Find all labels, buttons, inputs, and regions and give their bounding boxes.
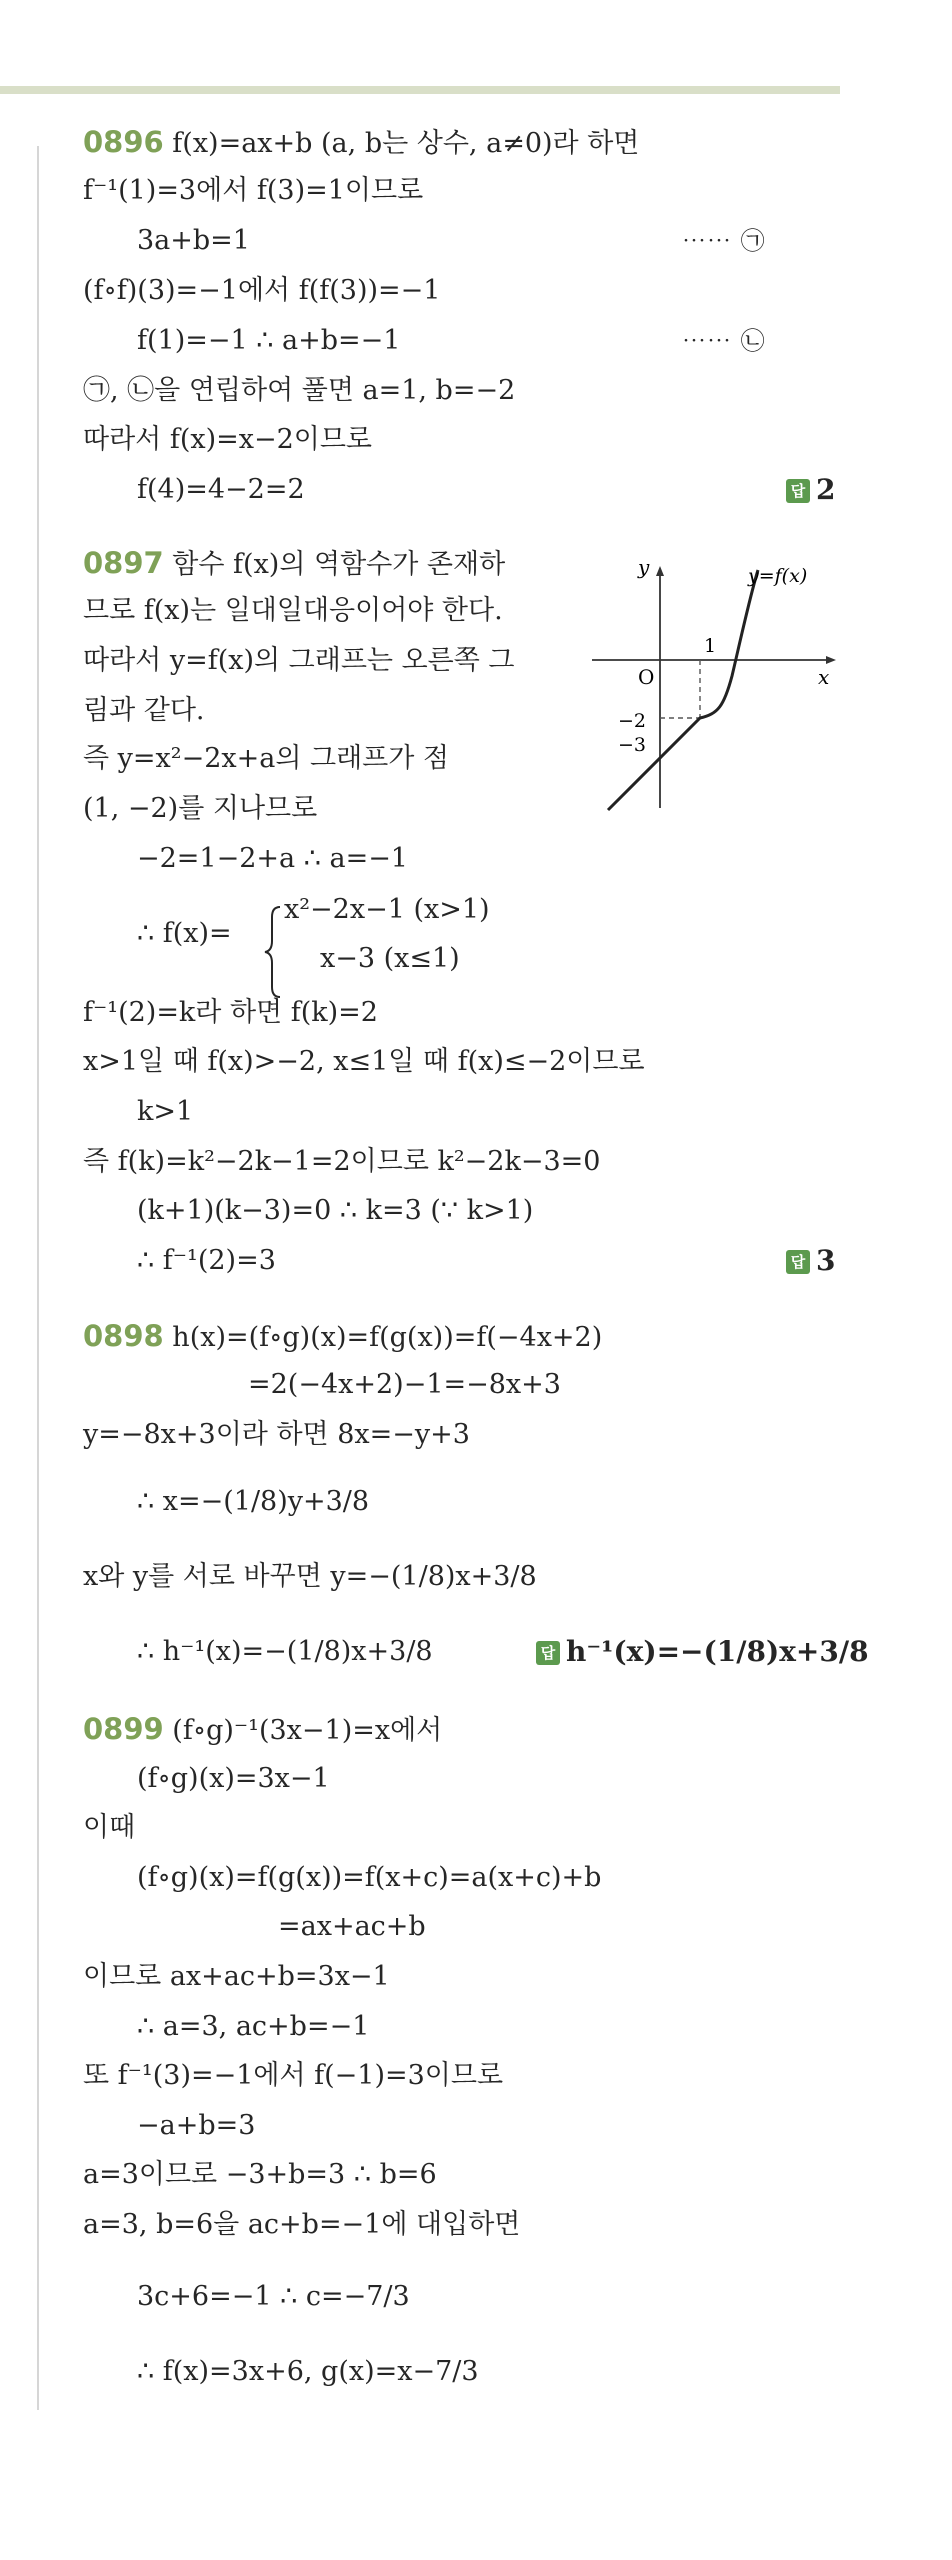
line-text: 3c+6=−1 ∴ c=−7/3 [137, 2281, 410, 2312]
answer [786, 473, 835, 507]
solution-line [137, 1095, 193, 1129]
line-text: 또 f⁻¹(3)=−1에서 f(−1)=3이므로 [83, 2060, 504, 2091]
line-text: a=3, b=6을 ac+b=−1에 대입하면 [83, 2209, 521, 2240]
line-text: f(4)=4−2=2 [137, 474, 305, 505]
line-text: (k+1)(k−3)=0 ∴ k=3 (∵ k>1) [137, 1195, 534, 1226]
line-text: h(x)=(f∘g)(x)=f(g(x))=f(−4x+2) [163, 1322, 603, 1353]
line-text: (1, −2)를 지나므로 [83, 793, 318, 824]
solution-line [83, 274, 440, 308]
line-text: x와 y를 서로 바꾸면 y=−(1/8)x+3/8 [83, 1561, 537, 1592]
top-divider-bar [0, 86, 840, 94]
solution-line [83, 546, 505, 582]
solution-line [137, 1244, 276, 1278]
solution-line [137, 1861, 601, 1895]
solution-line [137, 1762, 330, 1796]
solution-line [137, 2109, 255, 2143]
line-text: f(1)=−1 ∴ a+b=−1 [137, 325, 401, 356]
solution-line [83, 1145, 600, 1179]
line-text: ㉠, ㉡을 연립하여 풀면 a=1, b=−2 [83, 375, 516, 406]
line-text: ∴ f(x)= [137, 918, 232, 949]
solution-line [83, 1045, 645, 1079]
solution-line [137, 2280, 410, 2314]
solution-line [137, 2355, 479, 2389]
line-text: x>1일 때 f(x)>−2, x≤1일 때 f(x)≤−2이므로 [83, 1046, 645, 1077]
answer-badge-icon: 답 [536, 1641, 560, 1665]
line-text: f(x)=ax+b (a, b는 상수, a≠0)라 하면 [163, 128, 640, 159]
solution-line [137, 324, 400, 358]
line-text: 림과 같다. [83, 695, 205, 726]
answer-value: 3 [816, 1244, 836, 1277]
piecewise-brace [263, 905, 283, 999]
solution-line [83, 694, 205, 728]
y-tick-neg3: −3 [618, 734, 647, 756]
line-text: (f∘f)(3)=−1에서 f(f(3))=−1 [83, 275, 441, 306]
line-text: =2(−4x+2)−1=−8x+3 [248, 1369, 561, 1400]
line-text: 즉 f(k)=k²−2k−1=2이므로 k²−2k−3=0 [83, 1146, 601, 1177]
solution-line [284, 893, 490, 927]
x-axis-label: x [818, 665, 830, 689]
equation-marker: ⋯⋯ ㉠ [682, 227, 766, 255]
line-text: −a+b=3 [137, 2110, 256, 2141]
line-text: (f∘g)(x)=3x−1 [137, 1763, 330, 1794]
equation-marker: ⋯⋯ ㉡ [682, 327, 766, 355]
line-text: 이므로 ax+ac+b=3x−1 [83, 1961, 390, 1992]
solution-line [83, 742, 449, 776]
line-text: ∴ a=3, ac+b=−1 [137, 2011, 370, 2042]
origin-label: O [638, 665, 655, 689]
line-text: ∴ x=−(1/8)y+3/8 [137, 1486, 370, 1517]
line-text: ∴ f⁻¹(2)=3 [137, 1245, 276, 1276]
problem-number: 0898 [83, 1319, 164, 1353]
line-text: =ax+ac+b [278, 1911, 426, 1942]
problem-number: 0897 [83, 546, 164, 580]
line-text: −2=1−2+a ∴ a=−1 [137, 843, 408, 874]
line-text: ∴ f(x)=3x+6, g(x)=x−7/3 [137, 2356, 479, 2387]
line-text: f⁻¹(1)=3에서 f(3)=1이므로 [83, 175, 424, 206]
curve-y-f-x [608, 570, 758, 810]
solution-line [83, 174, 423, 208]
solution-line [83, 1418, 470, 1452]
solution-line [83, 594, 503, 628]
solution-line [83, 2059, 503, 2093]
solution-line [137, 917, 232, 951]
line-text: 이때 [83, 1812, 136, 1843]
solution-line [83, 1712, 442, 1748]
left-margin-rule [37, 146, 39, 2410]
solution-line [83, 374, 515, 408]
answer-value: h⁻¹(x)=−(1/8)x+3/8 [566, 1635, 869, 1668]
solution-line [83, 1811, 135, 1845]
solution-line [137, 1635, 433, 1669]
problem-number: 0899 [83, 1712, 164, 1746]
line-text: k>1 [137, 1096, 194, 1127]
solution-line [83, 644, 514, 678]
curve-label: y=f(x) [748, 565, 808, 587]
answer [536, 1635, 869, 1669]
solution-line [83, 1560, 537, 1594]
line-text: x²−2x−1 (x>1) [284, 894, 490, 925]
answer [786, 1244, 835, 1278]
line-text: 므로 f(x)는 일대일대응이어야 한다. [83, 595, 503, 626]
line-text: 즉 y=x²−2x+a의 그래프가 점 [83, 743, 449, 774]
function-graph [590, 556, 840, 818]
solution-line [83, 125, 639, 161]
solution-line [83, 996, 378, 1030]
line-text: f⁻¹(2)=k라 하면 f(k)=2 [83, 997, 378, 1028]
line-text: 따라서 f(x)=x−2이므로 [83, 424, 373, 455]
solution-line [278, 1910, 426, 1944]
solution-line [137, 1485, 369, 1519]
line-text: (f∘g)⁻¹(3x−1)=x에서 [163, 1715, 443, 1746]
line-text: (f∘g)(x)=f(g(x))=f(x+c)=a(x+c)+b [137, 1862, 602, 1893]
solution-line [248, 1368, 561, 1402]
solution-line [137, 2010, 369, 2044]
solution-line [83, 792, 317, 826]
answer-badge-icon: 답 [786, 479, 810, 503]
solution-line [83, 423, 372, 457]
solution-line [137, 842, 408, 876]
solution-line [137, 473, 305, 507]
y-axis-label: y [638, 556, 650, 579]
solution-line [83, 1319, 602, 1355]
line-text: y=−8x+3이라 하면 8x=−y+3 [83, 1419, 470, 1450]
line-text: a=3이므로 −3+b=3 ∴ b=6 [83, 2159, 437, 2190]
answer-value: 2 [816, 473, 836, 506]
x-tick-1: 1 [704, 635, 717, 657]
line-text: 3a+b=1 [137, 225, 250, 256]
solution-line [83, 1960, 390, 1994]
y-tick-neg2: −2 [618, 710, 647, 732]
line-text: ∴ h⁻¹(x)=−(1/8)x+3/8 [137, 1636, 433, 1667]
solution-line [137, 1194, 533, 1228]
solution-line [137, 224, 250, 258]
answer-badge-icon: 답 [786, 1250, 810, 1274]
x-axis-arrow-icon [826, 656, 836, 664]
solution-line [320, 942, 460, 976]
solution-line [83, 2208, 520, 2242]
problem-number: 0896 [83, 125, 164, 159]
y-axis-arrow-icon [656, 566, 664, 576]
line-text: x−3 (x≤1) [320, 943, 460, 974]
solution-line [83, 2158, 437, 2192]
line-text: 따라서 y=f(x)의 그래프는 오른쪽 그 [83, 645, 515, 676]
line-text: 함수 f(x)의 역함수가 존재하 [163, 549, 506, 580]
